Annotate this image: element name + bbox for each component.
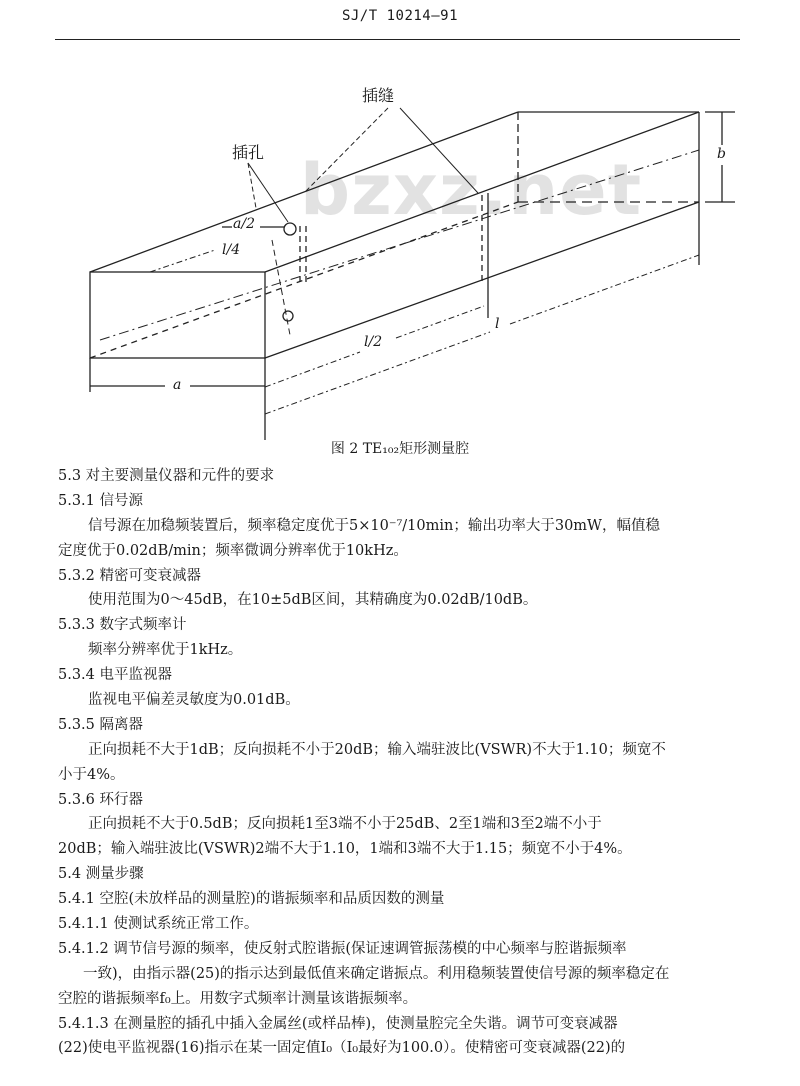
hole-label: 插孔 [232,143,265,162]
a-half-label: a/2 [233,216,255,232]
section-heading-line: 5.3.4 电平监视器 [58,667,173,684]
l-label: l [495,316,500,332]
l-half-label: l/2 [364,334,383,350]
paragraph-line: 20dB；输入端驻波比(VSWR)2端不大于1.10，1端和3端不大于1.15；频宽不小于4%。 [58,841,632,858]
paragraph-line: 正向损耗不大于1dB；反向损耗不小于20dB；输入端驻波比(VSWR)不大于1.10；频宽不 [88,741,666,758]
hole-leader [248,163,288,222]
section-heading-line: 5.4.1.1 使测试系统正常工作。 [58,916,259,933]
paragraph-line: 小于4%。 [58,766,125,783]
hidden-bottom-left-edge [90,202,518,358]
a-label: a [173,377,182,393]
paragraph-line: 信号源在加稳频装置后，频率稳定度优于5×10⁻⁷/10min；输出功率大于30mW，幅值稳 [88,517,660,534]
probe-hole [284,223,296,235]
l-quarter-label: l/4 [222,242,241,258]
section-heading-line: 5.3.6 环行器 [58,791,144,808]
paragraph-line: 频率分辨率优于1kHz。 [88,642,243,659]
standard-number-header: SJ/T 10214—91 [341,8,459,24]
centerline [100,150,699,340]
section-heading-line: 5.4.1.3 在测量腔的插孔中插入金属丝(或样品棒)，使测量腔完全失谐。调节可变衰减器 [58,1015,618,1032]
section-heading-line: 5.3.2 精密可变衰减器 [58,567,202,584]
slot-leader [305,108,388,192]
probe-hole [283,311,293,321]
hole-axis [272,240,290,335]
top-left-edge [90,112,518,272]
section-heading-line: 5.3.3 数字式频率计 [58,617,187,634]
paragraph-line: 使用范围为0～45dB，在10±5dB区间，其精确度为0.02dB/10dB。 [88,592,538,609]
document-body [58,464,742,1061]
paragraph-line: (22)使电平监视器(16)指示在某一固定值I₀（I₀最好为100.0）。使精密可变衰减器(22)的 [58,1040,626,1057]
section-heading-line: 5.3 对主要测量仪器和元件的要求 [58,468,275,484]
slot-label: 插缝 [362,86,395,105]
paragraph-line: 一致)，由指示器(25)的指示达到最低值来确定谐振点。利用稳频装置使信号源的频率稳定在 [83,965,670,982]
paragraph-line: 监视电平偏差灵敏度为0.01dB。 [88,692,300,709]
paragraph-line: 正向损耗不大于0.5dB；反向损耗1至3端不小于25dB、2至1端和3至2端不小于 [88,816,602,833]
dim-l-half [265,352,360,387]
cavity-diagram [0,0,800,440]
section-heading-line: 5.4.1 空腔(未放样品的测量腔)的谐振频率和品质因数的测量 [58,891,445,908]
watermark: bzxz.net [300,149,643,231]
figure-caption: 图 2 TE₁₀₂矩形测量腔 [330,441,470,457]
b-label: b [717,146,726,162]
dim-l-quarter [150,250,215,272]
paragraph-line: 空腔的谐振频率f₀上。用数字式频率计测量该谐振频率。 [58,990,418,1007]
slot-leader [400,108,478,193]
section-heading-line: 5.3.1 信号源 [58,492,144,509]
section-heading-line: 5.4.1.2 调节信号源的频率，使反射式腔谐振(保证速调管振荡模的中心频率与腔谐振频率 [58,940,627,957]
section-heading-line: 5.4 测量步骤 [58,866,144,883]
section-heading-line: 5.3.5 隔离器 [58,716,144,733]
paragraph-line: 定度优于0.02dB/min；频率微调分辨率优于10kHz。 [58,542,408,559]
